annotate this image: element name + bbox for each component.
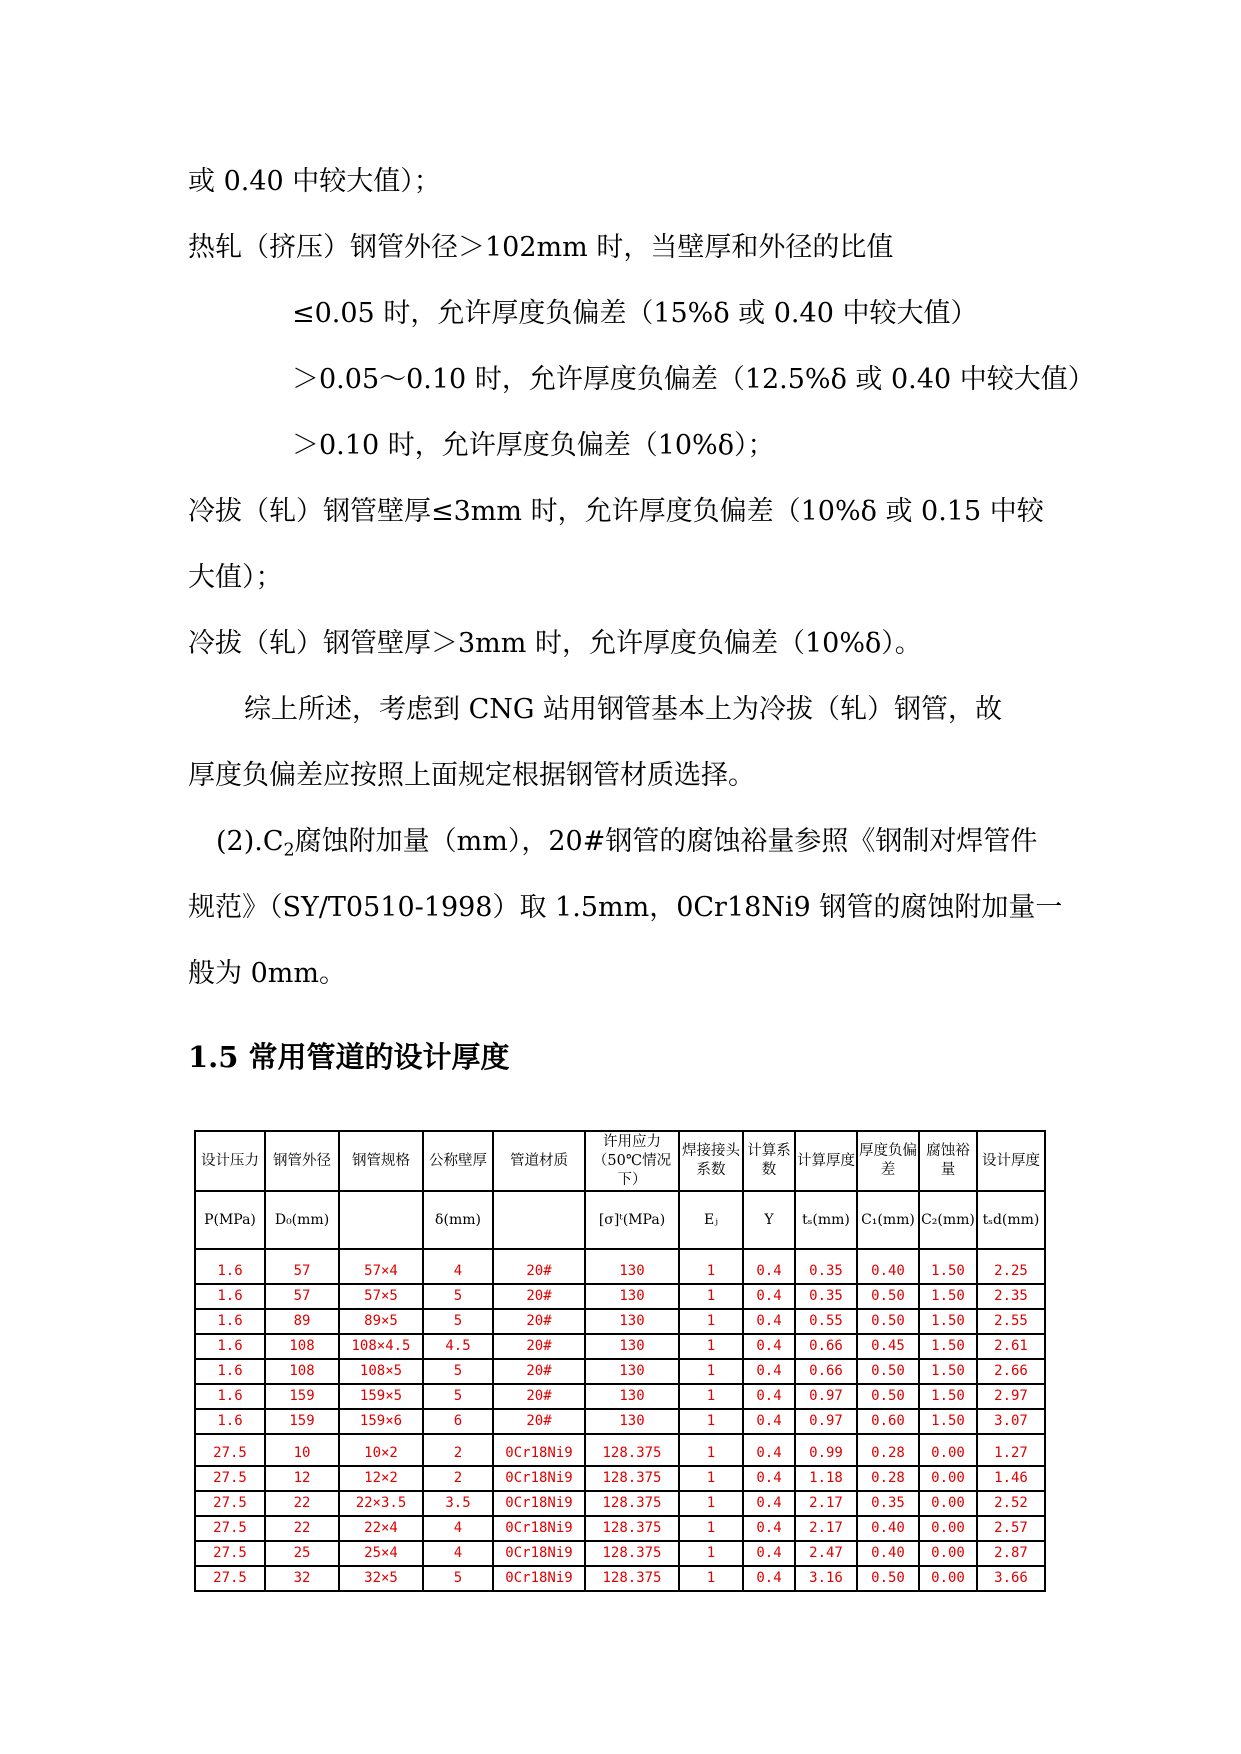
paragraph-line: 或 0.40 中较大值）；: [188, 166, 441, 197]
table-cell: 0.66: [795, 1334, 857, 1359]
table-cell: 0.4: [743, 1491, 795, 1516]
unit-cell: [σ]ᵗ(MPa): [585, 1191, 679, 1249]
table-cell: 20#: [493, 1309, 585, 1334]
table-cell: 2.66: [977, 1359, 1045, 1384]
table-row: [195, 1566, 1045, 1591]
table-cell: 2.17: [795, 1491, 857, 1516]
table-cell: 0Cr18Ni9: [493, 1516, 585, 1541]
unit-cell: tₛ(mm): [795, 1191, 857, 1249]
table-cell: 4: [423, 1249, 493, 1284]
table-cell: 1.6: [195, 1309, 265, 1334]
table-cell: 1.6: [195, 1409, 265, 1434]
paragraph-line: [216, 822, 1037, 870]
table-cell: 2.17: [795, 1516, 857, 1541]
table-cell: 5: [423, 1566, 493, 1591]
table-cell: 128.375: [585, 1516, 679, 1541]
table-cell: 0.00: [919, 1466, 977, 1491]
table-cell: 0.00: [919, 1566, 977, 1591]
paragraph-line: 厚度负偏差应按照上面规定根据钢管材质选择。: [188, 760, 755, 791]
table-cell: 2.55: [977, 1309, 1045, 1334]
column-header: 计算系数: [743, 1131, 795, 1191]
table-cell: 0Cr18Ni9: [493, 1566, 585, 1591]
table-cell: 1: [679, 1434, 743, 1466]
table-cell: 108×4.5: [339, 1334, 423, 1359]
table-cell: 1: [679, 1466, 743, 1491]
table-cell: 27.5: [195, 1516, 265, 1541]
c2-text: 腐蚀附加量（mm），20#钢管的腐蚀裕量参照《钢制对焊管件: [294, 826, 1038, 857]
table-cell: 128.375: [585, 1434, 679, 1466]
table-row: [195, 1384, 1045, 1409]
table-cell: 0.50: [857, 1284, 919, 1309]
table-cell: 0.4: [743, 1384, 795, 1409]
table-cell: 27.5: [195, 1491, 265, 1516]
table-cell: 2.57: [977, 1516, 1045, 1541]
table-cell: 159×6: [339, 1409, 423, 1434]
table-cell: 2.25: [977, 1249, 1045, 1284]
table-cell: 1: [679, 1249, 743, 1284]
table-cell: 0.4: [743, 1284, 795, 1309]
table-cell: 0.97: [795, 1409, 857, 1434]
table-cell: 1.50: [919, 1359, 977, 1384]
table-cell: 22: [265, 1516, 339, 1541]
column-header: 设计压力: [195, 1131, 265, 1191]
pipe-thickness-table: [194, 1130, 1046, 1592]
table-cell: 1.6: [195, 1384, 265, 1409]
table-cell: 1: [679, 1541, 743, 1566]
table-cell: 130: [585, 1384, 679, 1409]
table-cell: 130: [585, 1309, 679, 1334]
table-row: [195, 1409, 1045, 1434]
table-cell: 12: [265, 1466, 339, 1491]
table-cell: 1.50: [919, 1409, 977, 1434]
paragraph-line: 大值）；: [188, 562, 283, 593]
table-cell: 0.00: [919, 1516, 977, 1541]
table-row: [195, 1541, 1045, 1566]
table-cell: 1: [679, 1516, 743, 1541]
table-cell: 1: [679, 1409, 743, 1434]
table-cell: 2.47: [795, 1541, 857, 1566]
table-row: [195, 1334, 1045, 1359]
table-cell: 0.4: [743, 1309, 795, 1334]
table-cell: 0.99: [795, 1434, 857, 1466]
table-cell: 5: [423, 1284, 493, 1309]
paragraph-line: ＞0.05～0.10 时，允许厚度负偏差（12.5%δ 或 0.40 中较大值）: [292, 364, 1095, 395]
table-cell: 0.00: [919, 1541, 977, 1566]
table-cell: 0.4: [743, 1541, 795, 1566]
table-cell: 159: [265, 1409, 339, 1434]
table-cell: 0.4: [743, 1359, 795, 1384]
table-cell: 20#: [493, 1359, 585, 1384]
table-cell: 57: [265, 1249, 339, 1284]
table-cell: 1.50: [919, 1384, 977, 1409]
table-cell: 22×3.5: [339, 1491, 423, 1516]
column-header: 管道材质: [493, 1131, 585, 1191]
table-cell: 128.375: [585, 1566, 679, 1591]
paragraph-line: 冷拔（轧）钢管壁厚≤3mm 时，允许厚度负偏差（10%δ 或 0.15 中较: [188, 496, 1044, 527]
table-cell: 1.46: [977, 1466, 1045, 1491]
table-cell: 0.97: [795, 1384, 857, 1409]
c2-subscript: 2: [283, 840, 295, 861]
table-cell: 25: [265, 1541, 339, 1566]
paragraph-line: ＞0.10 时，允许厚度负偏差（10%δ）；: [292, 430, 775, 461]
table-cell: 2: [423, 1466, 493, 1491]
table-cell: 1.50: [919, 1334, 977, 1359]
unit-cell: D₀(mm): [265, 1191, 339, 1249]
table-cell: 89: [265, 1309, 339, 1334]
paragraph-line: 冷拔（轧）钢管壁厚＞3mm 时，允许厚度负偏差（10%δ）。: [188, 628, 922, 659]
table-cell: 128.375: [585, 1466, 679, 1491]
unit-cell: tₛd(mm): [977, 1191, 1045, 1249]
table-cell: 0.4: [743, 1249, 795, 1284]
table-cell: 1.6: [195, 1249, 265, 1284]
table-cell: 1: [679, 1309, 743, 1334]
unit-cell: Eⱼ: [679, 1191, 743, 1249]
c2-prefix: (2).C: [216, 826, 284, 857]
table-cell: 3.16: [795, 1566, 857, 1591]
paragraph-line: 规范》（SY/T0510-1998）取 1.5mm，0Cr18Ni9 钢管的腐蚀附加量一: [188, 892, 1063, 923]
column-header: 厚度负偏差: [857, 1131, 919, 1191]
table-cell: 0.35: [795, 1249, 857, 1284]
table-cell: 1.6: [195, 1284, 265, 1309]
table-cell: 128.375: [585, 1541, 679, 1566]
table-cell: 0.50: [857, 1384, 919, 1409]
column-header: 计算厚度: [795, 1131, 857, 1191]
table-row: [195, 1466, 1045, 1491]
table-row: [195, 1434, 1045, 1466]
table-row: [195, 1309, 1045, 1334]
table-cell: 0.40: [857, 1516, 919, 1541]
table-cell: 3.66: [977, 1566, 1045, 1591]
table-cell: 4: [423, 1541, 493, 1566]
unit-cell: C₁(mm): [857, 1191, 919, 1249]
table-cell: 4: [423, 1516, 493, 1541]
table-cell: 0.40: [857, 1249, 919, 1284]
table-cell: 25×4: [339, 1541, 423, 1566]
table-cell: 1: [679, 1566, 743, 1591]
table-cell: 20#: [493, 1284, 585, 1309]
table-cell: 0Cr18Ni9: [493, 1466, 585, 1491]
table-cell: 1.6: [195, 1359, 265, 1384]
column-header: 公称壁厚: [423, 1131, 493, 1191]
table-cell: 32: [265, 1566, 339, 1591]
table-row: [195, 1491, 1045, 1516]
table-cell: 0.60: [857, 1409, 919, 1434]
table-cell: 1.18: [795, 1466, 857, 1491]
table-cell: 57×5: [339, 1284, 423, 1309]
table-cell: 2.61: [977, 1334, 1045, 1359]
table-cell: 5: [423, 1384, 493, 1409]
unit-cell: δ(mm): [423, 1191, 493, 1249]
table-cell: 1: [679, 1284, 743, 1309]
table-cell: 5: [423, 1359, 493, 1384]
table-cell: 0.4: [743, 1566, 795, 1591]
paragraph-line: ≤0.05 时，允许厚度负偏差（15%δ 或 0.40 中较大值）: [292, 298, 978, 329]
table-cell: 20#: [493, 1409, 585, 1434]
table-cell: 0.00: [919, 1434, 977, 1466]
paragraph-line: 般为 0mm。: [188, 958, 346, 989]
table-cell: 2.87: [977, 1541, 1045, 1566]
table-cell: 4.5: [423, 1334, 493, 1359]
table-cell: 27.5: [195, 1434, 265, 1466]
table-cell: 130: [585, 1334, 679, 1359]
table-cell: 0Cr18Ni9: [493, 1434, 585, 1466]
table-cell: 1.50: [919, 1249, 977, 1284]
table-cell: 10×2: [339, 1434, 423, 1466]
table-cell: 3.07: [977, 1409, 1045, 1434]
table-cell: 0.28: [857, 1434, 919, 1466]
table-cell: 159: [265, 1384, 339, 1409]
table-cell: 0.45: [857, 1334, 919, 1359]
table-cell: 2.35: [977, 1284, 1045, 1309]
column-header: 钢管外径: [265, 1131, 339, 1191]
table-cell: 0.4: [743, 1334, 795, 1359]
table-cell: 22: [265, 1491, 339, 1516]
table-cell: 1: [679, 1384, 743, 1409]
table-units-row: [195, 1191, 1045, 1249]
column-header: 许用应力（50℃情况下）: [585, 1131, 679, 1191]
table-cell: 1.6: [195, 1334, 265, 1359]
section-heading: 1.5 常用管道的设计厚度: [188, 1040, 510, 1074]
table-cell: 0.4: [743, 1516, 795, 1541]
unit-cell: P(MPa): [195, 1191, 265, 1249]
table-cell: 108×5: [339, 1359, 423, 1384]
column-header: 设计厚度: [977, 1131, 1045, 1191]
table-cell: 108: [265, 1359, 339, 1384]
table-row: [195, 1284, 1045, 1309]
table-cell: 0.55: [795, 1309, 857, 1334]
table-cell: 0.4: [743, 1409, 795, 1434]
table-cell: 2.52: [977, 1491, 1045, 1516]
table-cell: 20#: [493, 1249, 585, 1284]
table-body: [195, 1249, 1045, 1591]
table-cell: 2.97: [977, 1384, 1045, 1409]
table-row: [195, 1516, 1045, 1541]
table-cell: 0.50: [857, 1566, 919, 1591]
table-cell: 1.50: [919, 1309, 977, 1334]
table-cell: 1: [679, 1359, 743, 1384]
unit-cell: [339, 1191, 423, 1249]
table-header-row: [195, 1131, 1045, 1191]
table-cell: 57×4: [339, 1249, 423, 1284]
table-cell: 3.5: [423, 1491, 493, 1516]
paragraph-line: 热轧（挤压）钢管外径＞102mm 时，当壁厚和外径的比值: [188, 232, 894, 263]
table-cell: 0.28: [857, 1466, 919, 1491]
table-cell: 0.40: [857, 1541, 919, 1566]
table-cell: 89×5: [339, 1309, 423, 1334]
unit-cell: C₂(mm): [919, 1191, 977, 1249]
table-cell: 130: [585, 1409, 679, 1434]
table-cell: 0.4: [743, 1434, 795, 1466]
table-cell: 108: [265, 1334, 339, 1359]
table-cell: 1: [679, 1334, 743, 1359]
table-row: [195, 1249, 1045, 1284]
table-cell: 57: [265, 1284, 339, 1309]
table-cell: 27.5: [195, 1541, 265, 1566]
table-cell: 0Cr18Ni9: [493, 1491, 585, 1516]
table-cell: 0.66: [795, 1359, 857, 1384]
table-cell: 0.50: [857, 1309, 919, 1334]
table-cell: 32×5: [339, 1566, 423, 1591]
table-cell: 1.50: [919, 1284, 977, 1309]
table-cell: 0.50: [857, 1359, 919, 1384]
table-cell: 10: [265, 1434, 339, 1466]
table-cell: 130: [585, 1359, 679, 1384]
table-cell: 0.4: [743, 1466, 795, 1491]
unit-cell: Y: [743, 1191, 795, 1249]
column-header: 钢管规格: [339, 1131, 423, 1191]
table-cell: 130: [585, 1284, 679, 1309]
table-cell: 20#: [493, 1334, 585, 1359]
table-cell: 22×4: [339, 1516, 423, 1541]
paragraph-line: 综上所述，考虑到 CNG 站用钢管基本上为冷拔（轧）钢管，故: [244, 694, 1003, 725]
table-cell: 0.00: [919, 1491, 977, 1516]
table-cell: 0.35: [857, 1491, 919, 1516]
table-cell: 20#: [493, 1384, 585, 1409]
table-cell: 128.375: [585, 1491, 679, 1516]
table-cell: 1: [679, 1491, 743, 1516]
table-cell: 27.5: [195, 1466, 265, 1491]
table-cell: 0Cr18Ni9: [493, 1541, 585, 1566]
column-header: 焊接接头系数: [679, 1131, 743, 1191]
table-cell: 1.27: [977, 1434, 1045, 1466]
table-cell: 0.35: [795, 1284, 857, 1309]
table-cell: 27.5: [195, 1566, 265, 1591]
table-cell: 2: [423, 1434, 493, 1466]
table-cell: 5: [423, 1309, 493, 1334]
column-header: 腐蚀裕量: [919, 1131, 977, 1191]
table-row: [195, 1359, 1045, 1384]
table-cell: 12×2: [339, 1466, 423, 1491]
table-cell: 130: [585, 1249, 679, 1284]
table-cell: 6: [423, 1409, 493, 1434]
table-cell: 159×5: [339, 1384, 423, 1409]
unit-cell: [493, 1191, 585, 1249]
